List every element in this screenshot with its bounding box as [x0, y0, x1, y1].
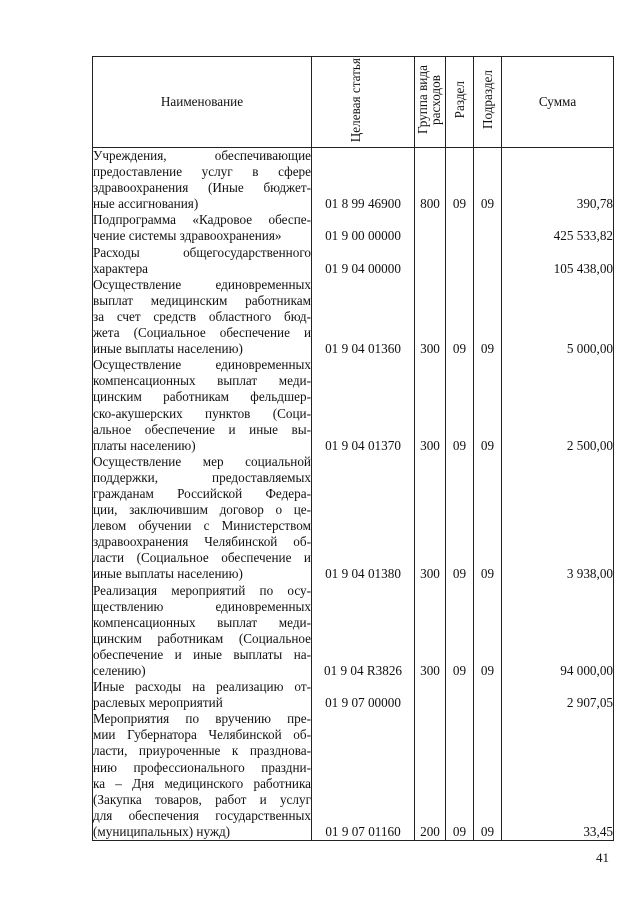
page-number: 41 [596, 850, 609, 865]
row-name [93, 454, 312, 583]
header-section: Раздел [446, 57, 474, 148]
row-sum: 425 533,82 [502, 212, 614, 244]
row-name-line: Мероприятия по вручению пре- [93, 711, 311, 727]
row-section [446, 245, 474, 277]
table-row [93, 357, 614, 454]
row-name-line: Подпрограмма «Кадровое обеспе- [93, 212, 311, 228]
row-name-line: поддержки, предоставляемых [93, 469, 311, 485]
row-subsection [474, 212, 502, 244]
row-subsection: 09 [474, 583, 502, 680]
header-name: Наименование [93, 57, 312, 148]
row-code: 01 9 07 00000 [312, 679, 415, 711]
row-group [415, 245, 446, 277]
row-name-line: Осуществление единовременных [93, 276, 311, 292]
row-sum: 2 907,05 [502, 679, 614, 711]
row-code: 01 9 00 00000 [312, 212, 415, 244]
row-name-line: Расходы общегосударственного [93, 244, 311, 260]
table-row [93, 148, 614, 213]
row-subsection [474, 245, 502, 277]
row-code: 01 8 99 46900 [312, 148, 415, 213]
row-name [93, 148, 312, 213]
row-name-line: чение системы здравоохранения» [93, 228, 282, 244]
row-name-line: иные выплаты населению) [93, 566, 243, 582]
row-name [93, 212, 312, 244]
row-name-line: иные выплаты населению) [93, 341, 243, 357]
row-name-line: (муниципальных) нужд) [93, 823, 231, 839]
row-name-line: раслевых мероприятий [93, 695, 223, 711]
row-section: 09 [446, 148, 474, 213]
row-section: 09 [446, 711, 474, 840]
row-name-line: нию профессионального праздни- [93, 759, 311, 775]
row-name-line: выплат медицинским работникам [93, 292, 311, 308]
row-section [446, 679, 474, 711]
row-group [415, 212, 446, 244]
row-name-line: ласти (Социальное обеспечение и [93, 550, 311, 566]
row-section: 09 [446, 357, 474, 454]
row-name-line: цинским работникам фельдшер- [93, 389, 311, 405]
row-name-line: для обеспечения государственных [93, 807, 311, 823]
row-name-line: жета (Социальное обеспечение и [93, 325, 311, 341]
row-name-line: здравоохранения (Иные бюджет- [93, 180, 311, 196]
row-name-line: ществлению единовременных [93, 598, 311, 614]
row-name-line: Иные расходы на реализацию от- [93, 679, 311, 695]
row-group: 200 [415, 711, 446, 840]
row-group: 300 [415, 357, 446, 454]
table-row [93, 245, 614, 277]
row-name-line: компенсационных выплат меди- [93, 614, 311, 630]
row-name-line: обеспечение и иные выплаты на- [93, 646, 311, 662]
row-section [446, 212, 474, 244]
row-name-line: цинским работникам (Социальное [93, 630, 311, 646]
row-section: 09 [446, 454, 474, 583]
row-group: 300 [415, 583, 446, 680]
row-name-line: мии Губернатора Челябинской об- [93, 727, 311, 743]
row-subsection: 09 [474, 357, 502, 454]
table-row [93, 212, 614, 244]
row-name-line: ласти, приуроченные к празднова- [93, 743, 311, 759]
table-row [93, 277, 614, 357]
row-name-line: Учреждения, обеспечивающие [93, 148, 311, 163]
table-row [93, 711, 614, 840]
row-name-line: Осуществление единовременных [93, 357, 311, 373]
row-name-line: за счет средств областного бюд- [93, 308, 311, 324]
row-name-line: ка – Дня медицинского работника [93, 775, 311, 791]
table-row [93, 679, 614, 711]
row-sum: 105 438,00 [502, 245, 614, 277]
row-name-line: платы населению) [93, 437, 196, 453]
budget-table [92, 56, 614, 841]
row-name-line: компенсационных выплат меди- [93, 373, 311, 389]
row-section: 09 [446, 583, 474, 680]
row-sum: 94 000,00 [502, 583, 614, 680]
row-code: 01 9 04 01370 [312, 357, 415, 454]
row-name-line: ные ассигнования) [93, 196, 199, 212]
row-sum: 390,78 [502, 148, 614, 213]
row-name-line: ско-акушерских пунктов (Соци- [93, 405, 311, 421]
row-group: 300 [415, 277, 446, 357]
row-group [415, 679, 446, 711]
row-subsection: 09 [474, 711, 502, 840]
row-name-line: левом обучении с Министерством [93, 518, 311, 534]
row-group: 300 [415, 454, 446, 583]
row-name-line: альное обеспечение и иные вы- [93, 421, 311, 437]
row-name-line: характера [93, 260, 149, 276]
row-code: 01 9 04 01380 [312, 454, 415, 583]
table-header-row [93, 57, 614, 148]
table-row [93, 454, 614, 583]
row-name-line: ции, заключившим договор о це- [93, 502, 311, 518]
row-subsection [474, 679, 502, 711]
row-sum: 3 938,00 [502, 454, 614, 583]
table-row [93, 583, 614, 680]
row-section: 09 [446, 277, 474, 357]
row-group: 800 [415, 148, 446, 213]
header-group: Группа вида расходов [415, 57, 446, 148]
header-subsection: Подраздел [474, 57, 502, 148]
row-name-line: здравоохранения Челябинской об- [93, 534, 311, 550]
row-code: 01 9 04 R3826 [312, 583, 415, 680]
row-name-line: селению) [93, 663, 146, 678]
row-name [93, 277, 312, 357]
row-sum: 33,45 [502, 711, 614, 840]
row-code: 01 9 04 00000 [312, 245, 415, 277]
row-code: 01 9 04 01360 [312, 277, 415, 357]
row-subsection: 09 [474, 277, 502, 357]
row-subsection: 09 [474, 454, 502, 583]
row-name [93, 711, 312, 840]
header-sum: Сумма [502, 57, 614, 148]
row-name [93, 679, 312, 711]
row-name-line: гражданам Российской Федера- [93, 485, 311, 501]
table-body [93, 148, 614, 841]
row-name [93, 245, 312, 277]
row-name [93, 357, 312, 454]
header-code: Целевая статья [312, 57, 415, 148]
row-name-line: (Закупка товаров, работ и услуг [93, 791, 311, 807]
row-sum: 5 000,00 [502, 277, 614, 357]
row-name-line: предоставление услуг в сфере [93, 164, 311, 180]
row-name [93, 583, 312, 680]
row-name-line: Реализация мероприятий по осу- [93, 582, 311, 598]
row-code: 01 9 07 01160 [312, 711, 415, 840]
row-subsection: 09 [474, 148, 502, 213]
row-sum: 2 500,00 [502, 357, 614, 454]
row-name-line: Осуществление мер социальной [93, 453, 311, 469]
